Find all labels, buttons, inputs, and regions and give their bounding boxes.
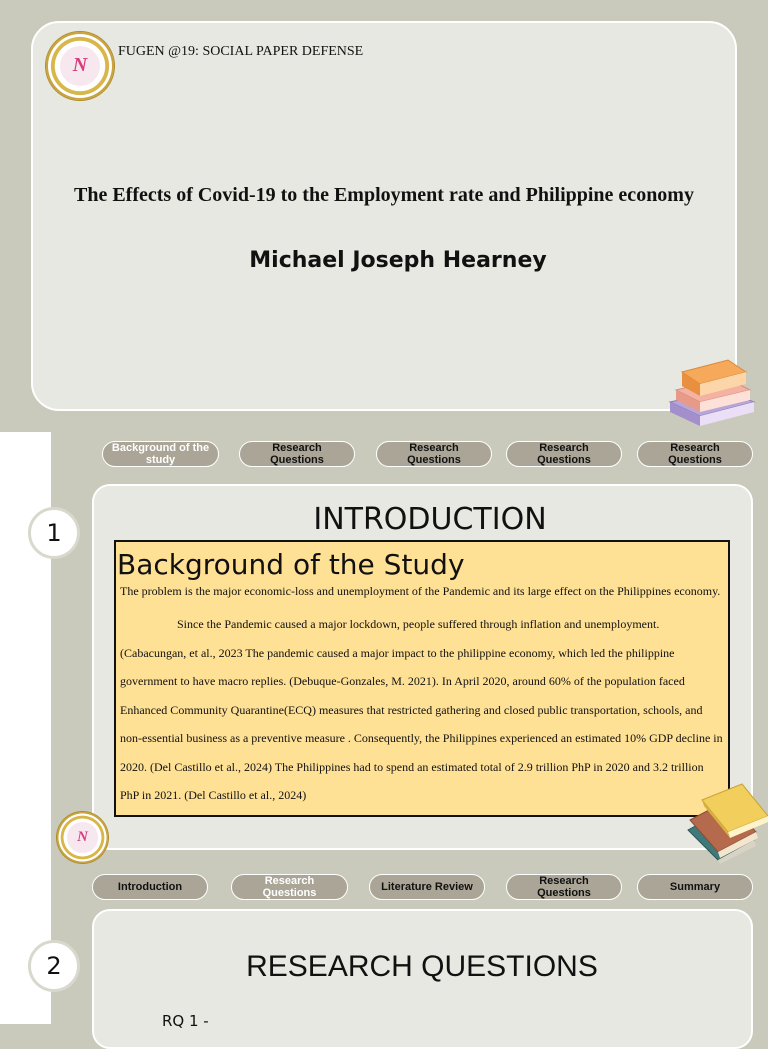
tab-summary[interactable]: Summary	[637, 874, 753, 900]
background-problem-statement: The problem is the major economic-loss and unemployment of the Pandemic and its large effect on the Philippines economy.	[120, 584, 721, 598]
research-question-item: RQ 1 -	[162, 1012, 209, 1030]
author-name: Michael Joseph Hearney	[249, 248, 547, 273]
books-stack-illustration	[684, 780, 768, 864]
course-label: FUGEN @19: SOCIAL PAPER DEFENSE	[118, 44, 364, 59]
school-seal-logo: N	[57, 812, 108, 863]
research-questions-heading: RESEARCH QUESTIONS	[246, 950, 598, 983]
slide-number-badge: 2	[28, 940, 80, 992]
tab-research-questions[interactable]: Research Questions	[506, 441, 622, 467]
tab-research-questions[interactable]: Research Questions	[637, 441, 753, 467]
tab-literature-review[interactable]: Literature Review	[369, 874, 485, 900]
slide-number-badge: 1	[28, 507, 80, 559]
tab-research-questions[interactable]: Research Questions	[231, 874, 348, 900]
tab-research-questions[interactable]: Research Questions	[376, 441, 492, 467]
school-seal-logo: N	[46, 32, 114, 100]
tab-introduction[interactable]: Introduction	[92, 874, 208, 900]
tab-background-of-the-study[interactable]: Background of the study	[102, 441, 219, 467]
title-slide	[0, 0, 768, 432]
tab-research-questions[interactable]: Research Questions	[506, 874, 622, 900]
background-paragraph: Since the Pandemic caused a major lockdown, people suffered through inflation and unemployment. (Cabacungan, et al., 2023 The pandemic caused a major impact to the philippine economy, which led the philippine government to have macro replies. (Debuque-Gonzales, M. 2021). In April 2020, around 60% of the population faced Enhanced Community Quarantine(ECQ) measures that restricted gathering and closed public transportation, schools, and non-essential business as a preventive measure . Consequently, the Philippines experienced an estimated 10% GDP decline in 2020. (Del Castillo et al., 2024) The Philippines had to spend an estimated total of 2.9 trillion PhP in 2020 and 3.2 trillion PhP in 2021. (Del Castillo et al., 2024)	[120, 617, 723, 802]
background-body-text	[120, 582, 724, 810]
introduction-heading: INTRODUCTION	[313, 502, 547, 537]
background-section-title: Background of the Study	[117, 548, 465, 581]
title-card	[31, 21, 737, 411]
tab-research-questions[interactable]: Research Questions	[239, 441, 355, 467]
paper-title: The Effects of Covid-19 to the Employment rate and Philippine economy	[74, 184, 694, 206]
books-stack-illustration	[664, 350, 760, 430]
